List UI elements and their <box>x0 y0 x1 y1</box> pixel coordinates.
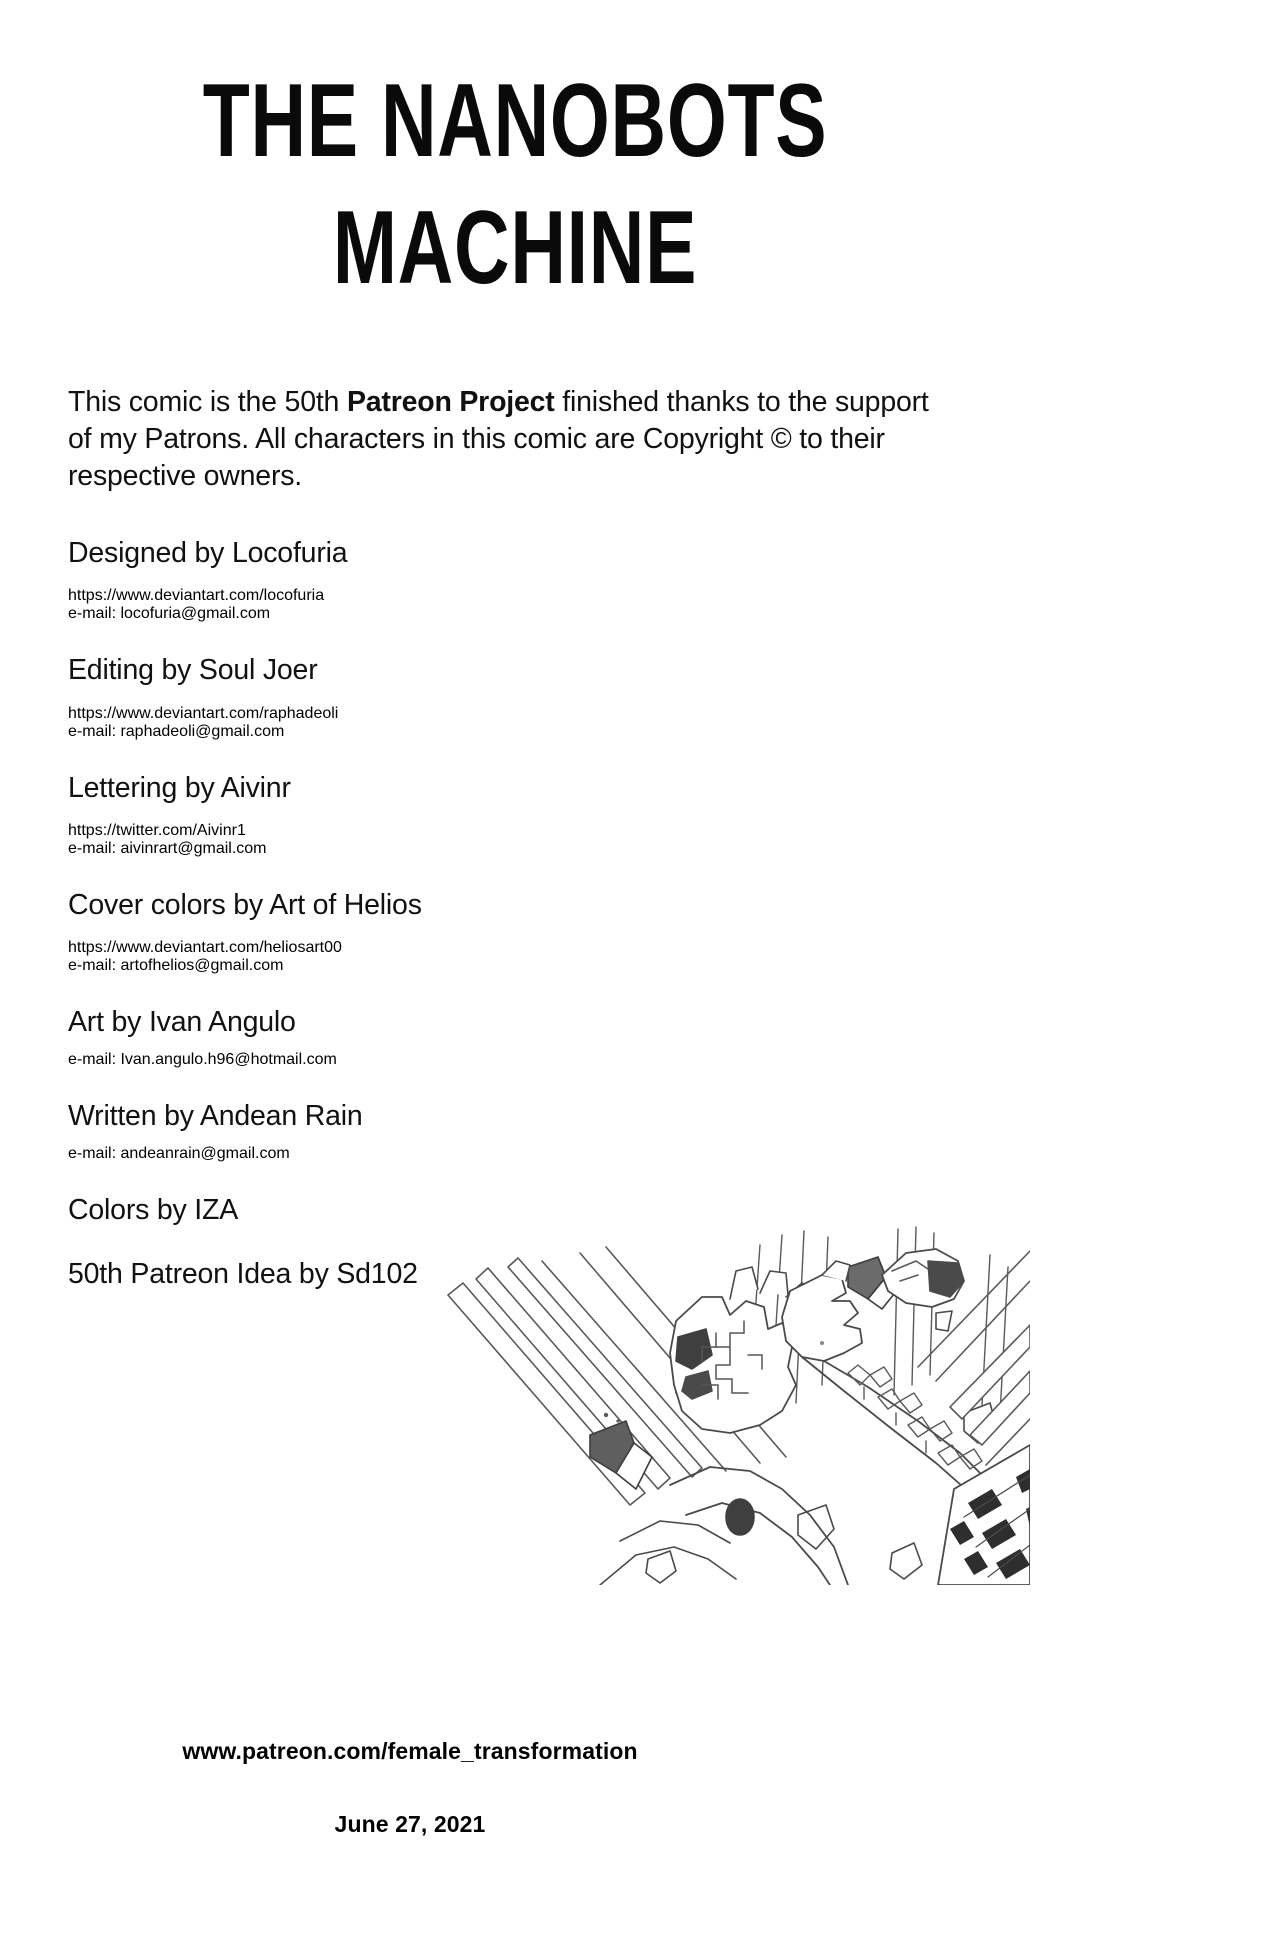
credit-role-idea: 50th Patreon Idea by Sd102 <box>68 1257 418 1290</box>
credit-url-editing[interactable]: https://www.deviantart.com/raphadeoli <box>68 704 339 722</box>
credits-content <box>68 384 948 1321</box>
credit-url-designed[interactable]: https://www.deviantart.com/locofuria <box>68 587 325 605</box>
credit-role-cover-colors: Cover colors by Art of Helios <box>68 888 422 921</box>
intro-highlight: Patreon Project <box>346 386 555 418</box>
credit-role-designed: Designed by Locofuria <box>68 537 348 570</box>
credit-url-cover-colors[interactable]: https://www.deviantart.com/heliosart00 <box>68 939 342 956</box>
credit-block-lettering <box>68 771 948 858</box>
page-footer <box>0 1738 820 1838</box>
credit-email-written[interactable]: e-mail: andeanrain@gmail.com <box>68 1145 290 1163</box>
checkered-panel <box>938 1445 1030 1585</box>
credit-email-lettering[interactable]: e-mail: aivinrart@gmail.com <box>68 839 267 857</box>
credit-block-idea <box>68 1257 948 1291</box>
credit-role-art: Art by Ivan Angulo <box>68 1006 296 1038</box>
figure-torso-shape <box>600 1467 848 1585</box>
footer-date: June 27, 2021 <box>334 1811 486 1837</box>
credit-email-designed[interactable]: e-mail: locofuria@gmail.com <box>68 605 271 623</box>
title-line-2: MACHINE <box>332 189 698 306</box>
intro-text-part-2: finished thanks to the support of my Patrons. All characters in this comic are Copyright © to their respective owners. <box>68 386 929 492</box>
credit-block-editing <box>68 653 948 740</box>
credit-block-colors <box>68 1193 948 1227</box>
credit-role-colors: Colors by IZA <box>68 1194 239 1227</box>
credit-block-designed <box>68 536 948 623</box>
credit-block-cover-colors <box>68 888 948 975</box>
credit-email-cover-colors[interactable]: e-mail: artofhelios@gmail.com <box>68 957 284 974</box>
credit-url-lettering[interactable]: https://twitter.com/Aivinr1 <box>68 821 246 839</box>
credit-block-art <box>68 1005 948 1069</box>
credit-role-written: Written by Andean Rain <box>68 1100 363 1133</box>
footer-patreon-url[interactable]: www.patreon.com/female_transformation <box>182 1738 638 1764</box>
page-title <box>0 58 1030 312</box>
credit-email-art[interactable]: e-mail: Ivan.angulo.h96@hotmail.com <box>68 1051 337 1069</box>
credit-role-lettering: Lettering by Aivinr <box>68 771 291 804</box>
credit-block-written <box>68 1099 948 1163</box>
title-line-1: THE NANOBOTS <box>202 63 828 179</box>
intro-text-part-1: This comic is the 50th <box>68 386 347 418</box>
credit-role-editing: Editing by Soul Joer <box>68 654 318 687</box>
credit-email-editing[interactable]: e-mail: raphadeoli@gmail.com <box>68 722 285 740</box>
nanobot-circuit-pattern <box>848 1365 982 1469</box>
intro-paragraph <box>68 384 948 494</box>
